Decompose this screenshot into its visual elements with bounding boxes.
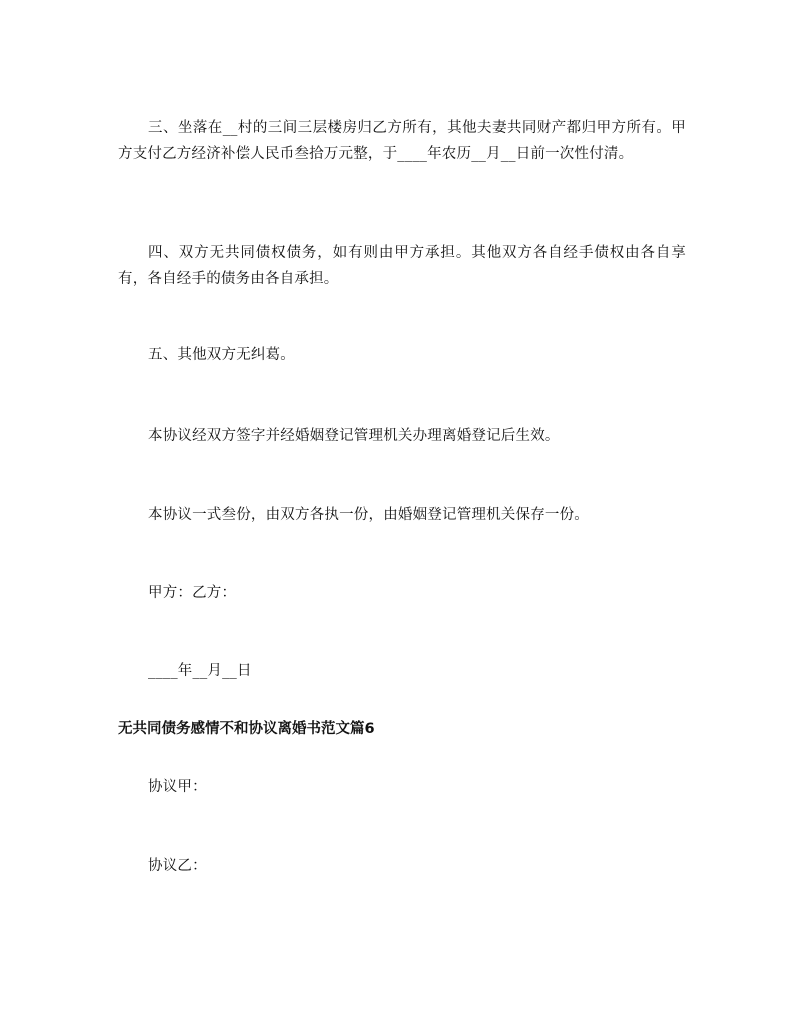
clause-three: 三、坐落在__村的三间三层楼房归乙方所有，其他夫妻共同财产都归甲方所有。甲方支付乙方经济补偿人民币叁拾万元整，于____年农历__月__日前一次性付清。: [118, 120, 686, 162]
effect-clause: 本协议经双方签字并经婚姻登记管理机关办理离婚登记后生效。: [148, 428, 560, 444]
date-line: ____年__月__日: [148, 663, 252, 679]
clause-five: 五、其他双方无纠葛。: [148, 347, 295, 363]
section-title: 无共同债务感情不和协议离婚书范文篇6: [118, 721, 375, 737]
clause-four: 四、双方无共同债权债务，如有则由甲方承担。其他双方各自经手债权由各自享有，各自经手的债务由各自承担。: [118, 245, 686, 287]
signature-line: 甲方：乙方：: [148, 585, 237, 601]
party-a-label: 协议甲：: [148, 779, 207, 795]
copies-clause: 本协议一式叁份，由双方各执一份，由婚姻登记管理机关保存一份。: [148, 507, 589, 523]
party-b-label: 协议乙：: [148, 858, 207, 874]
